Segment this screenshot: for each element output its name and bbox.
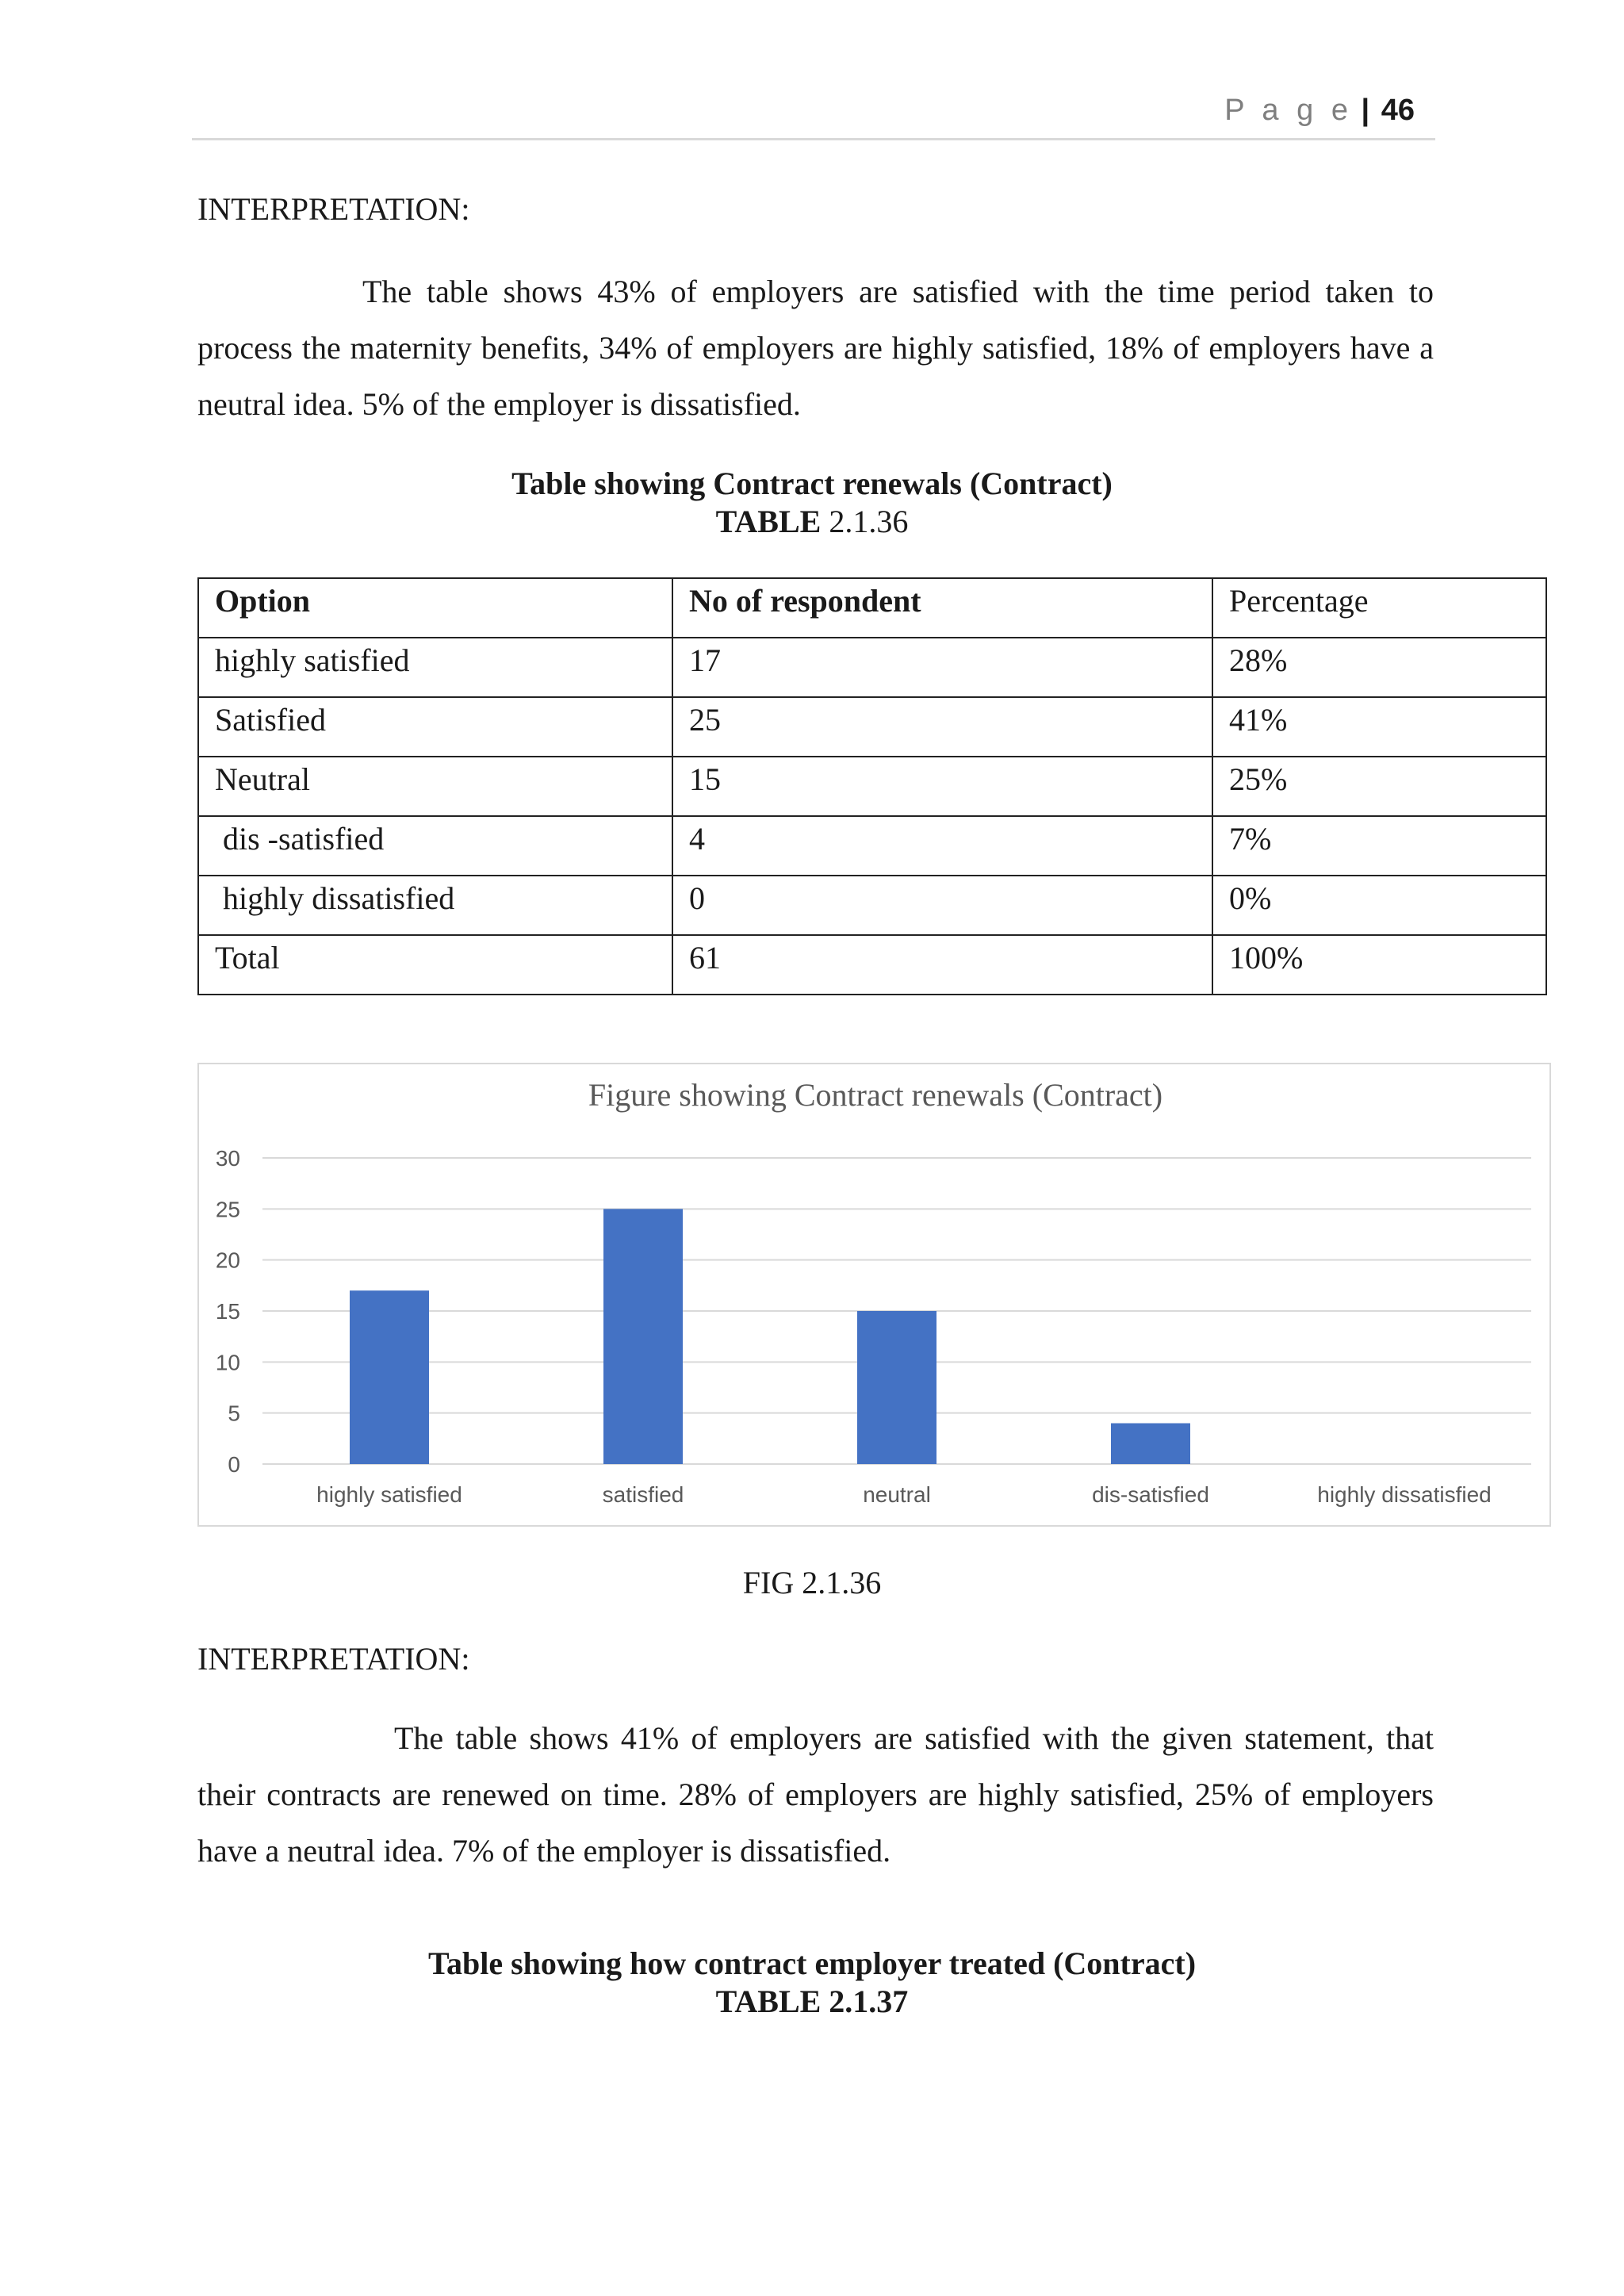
cell-option: Total bbox=[198, 935, 672, 995]
cell-percent: 0% bbox=[1212, 876, 1546, 935]
chart-svg bbox=[199, 1064, 1553, 1528]
x-tick-label: satisfied bbox=[602, 1482, 684, 1507]
cell-count: 15 bbox=[672, 757, 1212, 816]
next-table-caption bbox=[0, 1945, 1624, 2021]
chart-title: Figure showing Contract renewals (Contract) bbox=[588, 1077, 1163, 1113]
cell-percent: 41% bbox=[1212, 697, 1546, 757]
page-number: P a g e | 46 bbox=[1224, 94, 1415, 127]
cell-count: 61 bbox=[672, 935, 1212, 995]
y-tick-label: 25 bbox=[215, 1197, 240, 1222]
y-tick-label: 10 bbox=[215, 1350, 240, 1375]
table-label: TABLE 2.1.36 bbox=[715, 504, 909, 539]
cell-count: 25 bbox=[672, 697, 1212, 757]
header-option: Option bbox=[198, 578, 672, 638]
table-row bbox=[198, 876, 1546, 935]
y-tick-label: 20 bbox=[215, 1248, 240, 1273]
table-row bbox=[198, 757, 1546, 816]
cell-percent: 7% bbox=[1212, 816, 1546, 876]
table-row bbox=[198, 935, 1546, 995]
y-tick-label: 30 bbox=[215, 1146, 240, 1171]
interpretation-paragraph-2: The table shows 41% of employers are satisfied with the given statement, that their contracts are renewed on time. 28% of employers are highly satisfied, 25% of employers have a neutral idea. 7% of the employer is dissatisfied. bbox=[197, 1720, 1434, 1869]
bar bbox=[603, 1209, 683, 1464]
x-tick-label: highly satisfied bbox=[316, 1482, 462, 1507]
page-header bbox=[192, 94, 1435, 140]
bar bbox=[1111, 1424, 1190, 1464]
x-tick-label: neutral bbox=[863, 1482, 931, 1507]
table-row bbox=[198, 697, 1546, 757]
next-table-title: Table showing how contract employer treated (Contract) bbox=[427, 1945, 1197, 1981]
interpretation-paragraph-1: The table shows 43% of employers are satisfied with the time period taken to process the maternity benefits, 34% of employers are highly satisfied, 18% of employers have a neutral idea. 5% of the employer is dissatisfied. bbox=[197, 274, 1434, 422]
cell-percent: 28% bbox=[1212, 638, 1546, 697]
header-respondents: No of respondent bbox=[672, 578, 1212, 638]
table-row bbox=[198, 638, 1546, 697]
interpretation-heading-1: INTERPRETATION: bbox=[197, 191, 470, 227]
interpretation-heading-2: INTERPRETATION: bbox=[197, 1641, 470, 1677]
cell-count: 0 bbox=[672, 876, 1212, 935]
next-table-label: TABLE 2.1.37 bbox=[715, 1984, 909, 2019]
cell-option: Neutral bbox=[198, 757, 672, 816]
cell-option: highly satisfied bbox=[198, 638, 672, 697]
cell-option: Satisfied bbox=[198, 697, 672, 757]
bar-chart bbox=[197, 1063, 1551, 1527]
bar bbox=[857, 1311, 936, 1464]
cell-count: 17 bbox=[672, 638, 1212, 697]
y-tick-label: 0 bbox=[228, 1452, 240, 1477]
x-tick-label: highly dissatisfied bbox=[1317, 1482, 1492, 1507]
x-tick-label: dis-satisfied bbox=[1092, 1482, 1209, 1507]
table-caption bbox=[0, 465, 1624, 541]
table-row bbox=[198, 816, 1546, 876]
cell-percent: 25% bbox=[1212, 757, 1546, 816]
y-tick-label: 15 bbox=[215, 1299, 240, 1324]
cell-option: highly dissatisfied bbox=[198, 876, 672, 935]
y-tick-label: 5 bbox=[228, 1401, 240, 1426]
contract-renewals-table bbox=[197, 577, 1547, 995]
table-title: Table showing Contract renewals (Contract) bbox=[511, 466, 1113, 501]
header-percentage: Percentage bbox=[1212, 578, 1546, 638]
cell-count: 4 bbox=[672, 816, 1212, 876]
table-header-row bbox=[198, 578, 1546, 638]
bar bbox=[350, 1290, 429, 1464]
cell-percent: 100% bbox=[1212, 935, 1546, 995]
figure-caption: FIG 2.1.36 bbox=[742, 1565, 882, 1600]
cell-option: dis -satisfied bbox=[198, 816, 672, 876]
